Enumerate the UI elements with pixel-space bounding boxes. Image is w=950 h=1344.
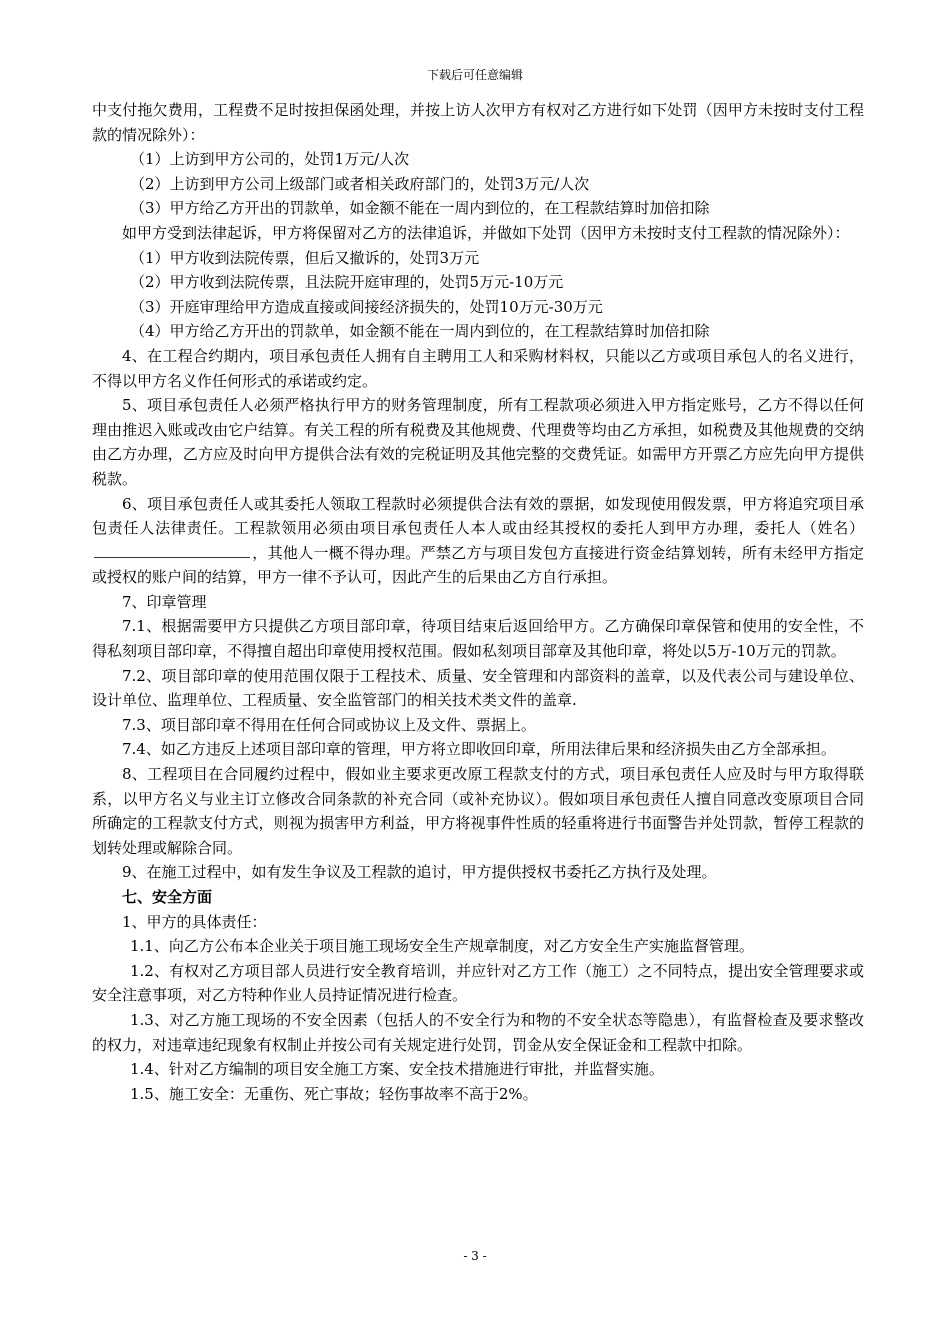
paragraph: 5、项目承包责任人必须严格执行甲方的财务管理制度，所有工程款项必须进入甲方指定账号，乙方不得以任何理由推迟入账或改由它户结算。有关工程的所有税费及其他规费、代理费等均由乙方承担，如税费及其他规费的交纳由乙方办理，乙方应及时向甲方提供合法有效的完税证明及其他完整的交费凭证。如需甲方开票乙方应先向甲方提供税款。 (92, 396, 864, 488)
paragraph: 1.5、施工安全：无重伤、死亡事故；轻伤事故率不高于2%。 (130, 1084, 538, 1103)
page-number: - 3 - (463, 1249, 487, 1263)
page-header: 下载后可任意编辑 (426, 68, 523, 82)
paragraph-text-after-blank: ，其他人一概不得办理。严禁乙方与项目发包方直接进行资金结算划转，所有未经甲方指定或授权的账户间的结算，甲方一律不予认可，因此产生的后果由乙方自行承担。 (92, 543, 864, 587)
delegate-name-blank (94, 541, 250, 558)
paragraph: 1.2、有权对乙方项目部人员进行安全教育培训，并应针对乙方工作（施工）之不同特点，提出安全管理要求或安全注意事项，对乙方特种作业人员持证情况进行检查。 (92, 961, 864, 1005)
paragraph: 9、在施工过程中，如有发生争议及工程款的追讨，甲方提供授权书委托乙方执行及处理。 (122, 863, 717, 882)
paragraph: 8、工程项目在合同履约过程中，假如业主要求更改原工程款支付的方式，项目承包责任人应及时与甲方取得联系，以甲方名义与业主订立修改合同条款的补充合同（或补充协议）。假如项目承包责任人擅自同意改变原项目合同所确定的工程款支付方式，则视为损害甲方利益，甲方将视事件性质的轻重将进行书面警告并处罚款，暂停工程款的划转处理或解除合同。 (92, 765, 864, 857)
paragraph: （3）开庭审理给甲方造成直接或间接经济损失的，处罚10万元-30万元 (130, 297, 603, 316)
paragraph: 7.4、如乙方违反上述项目部印章的管理，甲方将立即收回印章，所用法律后果和经济损失由乙方全部承担。 (122, 740, 836, 759)
paragraph: （2）上访到甲方公司上级部门或者相关政府部门的，处罚3万元/人次 (130, 174, 590, 193)
paragraph: （1）上访到甲方公司的，处罚1万元/人次 (130, 150, 410, 169)
paragraph: 1.3、对乙方施工现场的不安全因素（包括人的不安全行为和物的不安全状态等隐患），有监督检查及要求整改的权力，对违章违纪现象有权制止并按公司有关规定进行处罚，罚金从安全保证金和工程款中扣除。 (92, 1010, 864, 1054)
paragraph: 1.4、针对乙方编制的项目安全施工方案、安全技术措施进行审批，并监督实施。 (130, 1060, 664, 1079)
paragraph: （4）甲方给乙方开出的罚款单，如金额不能在一周内到位的，在工程款结算时加倍扣除 (130, 322, 710, 341)
paragraph: 1、甲方的具体责任： (122, 912, 267, 931)
paragraph: 如甲方受到法律起诉，甲方将保留对乙方的法律追诉，并做如下处罚（因甲方未按时支付工程款的情况除外）： (122, 223, 850, 242)
paragraph-with-blank (92, 492, 864, 590)
paragraph: 7.2、项目部印章的使用范围仅限于工程技术、质量、安全管理和内部资料的盖章，以及代表公司与建设单位、设计单位、监理单位、工程质量、安全监管部门的相关技术类文件的盖章. (92, 666, 864, 710)
paragraph: 7.3、项目部印章不得用在任何合同或协议上及文件、票据上。 (122, 715, 536, 734)
paragraph-text-before-blank: 6、项目承包责任人或其委托人领取工程款时必须提供合法有效的票据，如发现使用假发票，甲方将追究项目承包责任人法律责任。工程款领用必须由项目承包责任人本人或由经其授权的委托人到甲方办理，委托人（姓名） (92, 494, 864, 538)
paragraph: 4、在工程合约期内，项目承包责任人拥有自主聘用工人和采购材料权，只能以乙方或项目承包人的名义进行，不得以甲方名义作任何形式的承诺或约定。 (92, 346, 864, 390)
paragraph: 7.1、根据需要甲方只提供乙方项目部印章，待项目结束后返回给甲方。乙方确保印章保管和使用的安全性，不得私刻项目部印章，不得擅自超出印章使用授权范围。假如私刻项目部章及其他印章，将处以5万-10万元的罚款。 (92, 617, 864, 661)
document-body (92, 98, 864, 1106)
paragraph: 中支付拖欠费用，工程费不足时按担保函处理，并按上访人次甲方有权对乙方进行如下处罚（因甲方未按时支付工程款的情况除外）： (92, 101, 864, 144)
paragraph: 7、印章管理 (122, 592, 207, 611)
paragraph: （2）甲方收到法院传票，且法院开庭审理的，处罚5万元-10万元 (130, 273, 564, 292)
paragraph: （3）甲方给乙方开出的罚款单，如金额不能在一周内到位的，在工程款结算时加倍扣除 (130, 199, 710, 218)
paragraph: （1）甲方收到法院传票，但后又撤诉的，处罚3万元 (130, 248, 480, 267)
paragraph: 1.1、向乙方公布本企业关于项目施工现场安全生产规章制度，对乙方安全生产实施监督管理。 (130, 937, 754, 956)
section-heading: 七、安全方面 (122, 888, 213, 906)
